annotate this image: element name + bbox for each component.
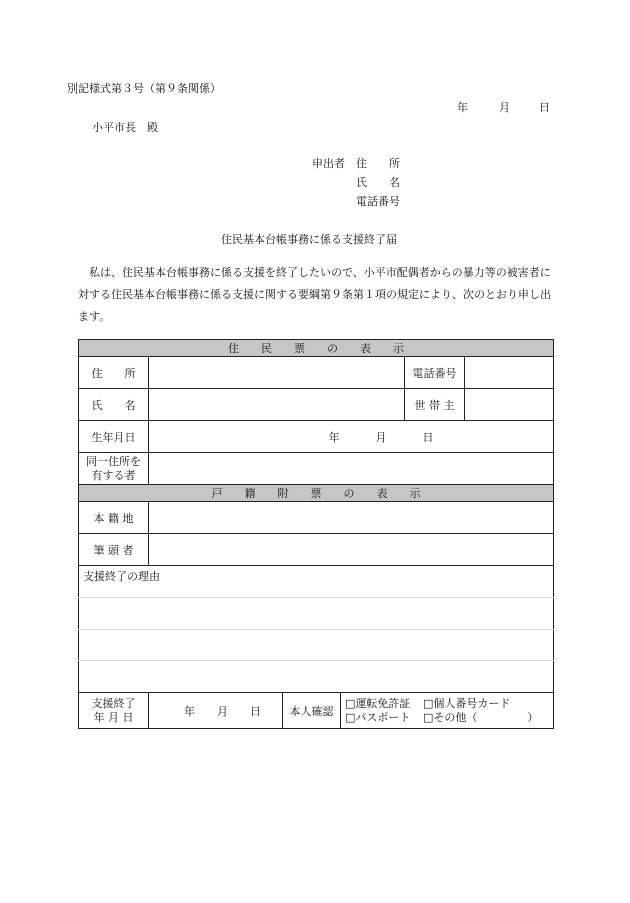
date-line: [457, 101, 550, 115]
hittousha-field[interactable]: [149, 534, 554, 566]
reason-label: 支援終了の理由: [79, 566, 554, 598]
end-date-field[interactable]: [149, 693, 283, 729]
addressee: 小平市長 殿: [92, 121, 158, 134]
drivers-license-checkbox[interactable]: □運転免許証: [345, 696, 411, 710]
passport-checkbox[interactable]: □パスポート: [345, 710, 411, 724]
same-address-field[interactable]: [149, 453, 554, 485]
householder-label: 世 帯 主: [405, 389, 465, 421]
end-date-label: 支援終了 年 月 日: [79, 693, 149, 729]
phone-label: 電話番号: [405, 357, 465, 389]
birth-month: 月: [375, 430, 387, 444]
applicant-address-label: 住 所: [356, 157, 400, 170]
honseki-field[interactable]: [149, 502, 554, 534]
applicant-phone-label: 電話番号: [356, 195, 400, 208]
hittousha-label: 筆 頭 者: [79, 534, 149, 566]
phone-field[interactable]: [465, 357, 554, 389]
birth-year: 年: [328, 430, 340, 444]
body-text: 私は、住民基本台帳事務に係る支援を終了したいので、小平市配偶者からの暴力等の被害者に対する住民基本台帳事務に係る支援に関する要綱第９条第１項の規定により、次のとおり申し出ます。: [78, 266, 551, 323]
date-year: 年: [457, 101, 468, 114]
address-field[interactable]: [149, 357, 405, 389]
my-number-card-checkbox[interactable]: □個人番号カード: [423, 696, 511, 710]
other-close: ）: [527, 710, 539, 724]
birth-date-field[interactable]: [149, 421, 554, 453]
address-label: 住 所: [79, 357, 149, 389]
end-day: 日: [250, 704, 261, 718]
same-address-label: 同一住所を 有する者: [79, 453, 149, 485]
form-table: [78, 339, 554, 729]
birth-date-label: 生年月日: [79, 421, 149, 453]
name-label: 氏 名: [79, 389, 149, 421]
applicant-label: 申出者: [312, 157, 345, 170]
honseki-label: 本 籍 地: [79, 502, 149, 534]
householder-field[interactable]: [465, 389, 554, 421]
section1-header: 住民票の表示: [79, 340, 554, 357]
other-checkbox[interactable]: □その他（: [423, 710, 478, 724]
document-title: 住民基本台帳事務に係る支援終了届: [221, 233, 397, 246]
form-number: 別記様式第３号（第９条関係）: [67, 82, 221, 95]
identity-check-label: 本人確認: [283, 693, 341, 729]
name-field[interactable]: [149, 389, 405, 421]
end-month: 月: [217, 704, 228, 718]
end-year: 年: [184, 704, 195, 718]
date-month: 月: [499, 101, 510, 114]
birth-day: 日: [422, 430, 434, 444]
identity-check-options: [341, 693, 554, 729]
reason-line[interactable]: [79, 661, 554, 693]
reason-line[interactable]: [79, 630, 554, 661]
reason-line[interactable]: [79, 598, 554, 630]
applicant-name-label: 氏 名: [356, 176, 400, 189]
section2-header: 戸籍附票の表示: [79, 485, 554, 502]
date-day: 日: [539, 101, 550, 114]
